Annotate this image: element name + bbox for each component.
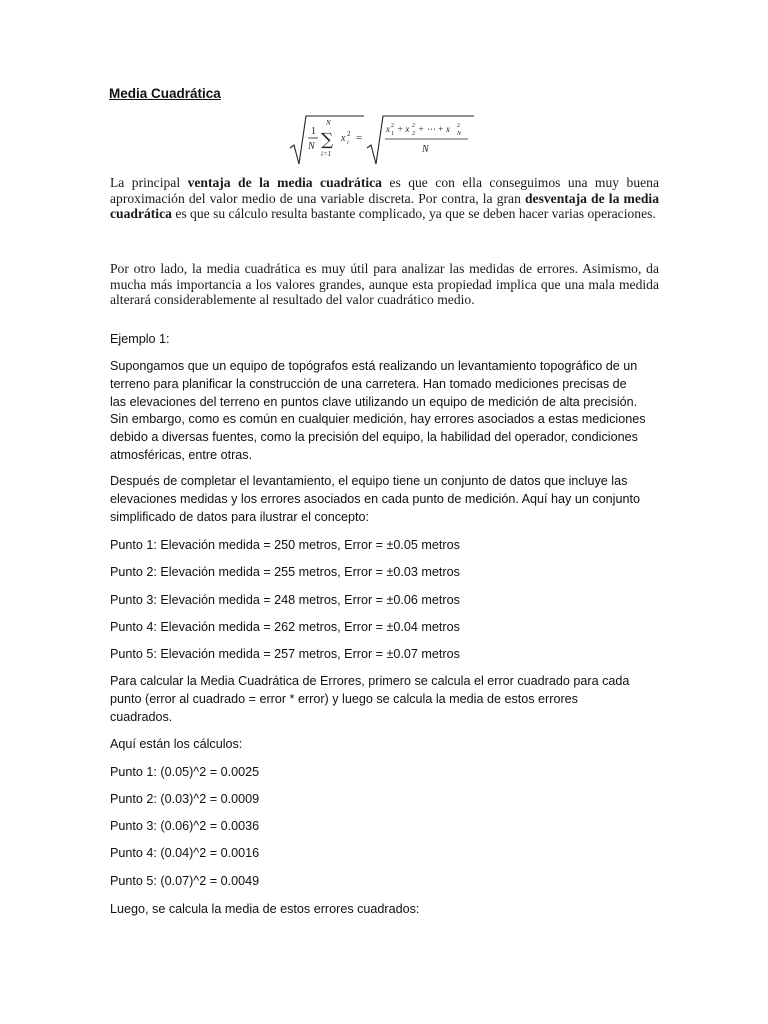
calc-intro-line: punto (error al cuadrado = error * error) y luego se calcula la media de estos errores <box>110 692 578 706</box>
example-line: debido a diversas fuentes, como la precisión del equipo, la habilidad del operador, condiciones <box>110 430 638 444</box>
example-line: Supongamos que un equipo de topógrafos está realizando un levantamiento topográfico de un <box>110 359 638 373</box>
example-heading: Ejemplo 1: <box>110 332 170 346</box>
sum-sign: ∑ <box>321 130 334 150</box>
x2-index: 2 <box>412 131 415 137</box>
calc-intro-line: Para calcular la Media Cuadrática de Errores, primero se calcula el error cuadrado para cada <box>110 674 630 688</box>
frac-left-den: N <box>308 141 315 152</box>
sum-lower-limit: i=1 <box>321 150 332 158</box>
sum-term-power: 2 <box>347 130 351 138</box>
calc-intro-line: cuadrados. <box>110 710 173 724</box>
disadvantage-term: desventaja de la media cuadrática <box>110 190 659 222</box>
calc-line: Punto 4: (0.04)^2 = 0.0016 <box>110 846 260 860</box>
example-line: atmosféricas, entre otras. <box>110 448 253 462</box>
p1-text-1: La principal <box>110 175 188 190</box>
sum-upper-limit: N <box>326 119 331 127</box>
point-line: Punto 1: Elevación medida = 250 metros, Error = ±0.05 metros <box>110 538 460 552</box>
after-line: simplificado de datos para ilustrar el concepto: <box>110 510 370 524</box>
xn-index: N <box>457 131 462 137</box>
sum-num-x2: + x <box>397 124 410 134</box>
after-line: Después de completar el levantamiento, el equipo tiene un conjunto de datos que incluye las <box>110 474 628 488</box>
xn-power: 2 <box>457 123 460 129</box>
frac-right-den: N <box>422 144 429 155</box>
calc-line: Punto 5: (0.07)^2 = 0.0049 <box>110 874 260 888</box>
calc-line: Punto 1: (0.05)^2 = 0.0025 <box>110 765 260 779</box>
errors-paragraph: Por otro lado, la media cuadrática es muy útil para analizar las medidas de errores. Asimismo, da mucha más importancia a los valores grandes, aunque esta propiedad implica que una mala medida alterará considerablemente al resultado del valor cuadrático medio. <box>110 261 659 308</box>
sum-term-index: i <box>347 140 349 146</box>
rms-formula <box>286 112 482 170</box>
calc-line: Punto 2: (0.03)^2 = 0.0009 <box>110 792 260 806</box>
example-line: las elevaciones del terreno en puntos clave utilizando un equipo de medición de alta precisión. <box>110 395 638 409</box>
after-line: elevaciones medidas y los errores asociados en cada punto de medición. Aquí hay un conjunto <box>110 492 640 506</box>
calc-heading: Aquí están los cálculos: <box>110 737 243 751</box>
advantage-term: ventaja de la media cuadrática <box>187 175 382 190</box>
point-line: Punto 3: Elevación medida = 248 metros, Error = ±0.06 metros <box>110 593 460 607</box>
point-line: Punto 2: Elevación medida = 255 metros, Error = ±0.03 metros <box>110 565 460 579</box>
sum-num-x1: x <box>386 124 390 134</box>
x1-index: 1 <box>391 131 394 137</box>
x2-power: 2 <box>412 123 415 129</box>
advantages-paragraph <box>110 175 659 222</box>
p1-text-2: es que con ella conseguimos una muy buena aproximación del valor medio de una variable discreta. Por contra, la gran <box>110 175 660 206</box>
point-line: Punto 4: Elevación medida = 262 metros, Error = ±0.04 metros <box>110 620 460 634</box>
point-line: Punto 5: Elevación medida = 257 metros, Error = ±0.07 metros <box>110 647 460 661</box>
example-line: Sin embargo, como es común en cualquier medición, hay errores asociados a estas mediciones <box>110 412 646 426</box>
sum-num-xn: + ⋯ + x <box>418 124 450 134</box>
sum-term: x <box>341 133 346 144</box>
equals-sign: = <box>356 132 363 144</box>
x1-power: 2 <box>391 123 394 129</box>
frac-left-num: 1 <box>311 126 316 137</box>
p1-text-3: es que su cálculo resulta bastante complicado, ya que se deben hacer varias operaciones. <box>171 206 656 222</box>
closing-line: Luego, se calcula la media de estos errores cuadrados: <box>110 902 420 916</box>
calc-line: Punto 3: (0.06)^2 = 0.0036 <box>110 819 260 833</box>
document-title: Media Cuadrática <box>109 86 221 101</box>
example-line: terreno para planificar la construcción de una carretera. Han tomado mediciones precisas de <box>110 377 627 391</box>
